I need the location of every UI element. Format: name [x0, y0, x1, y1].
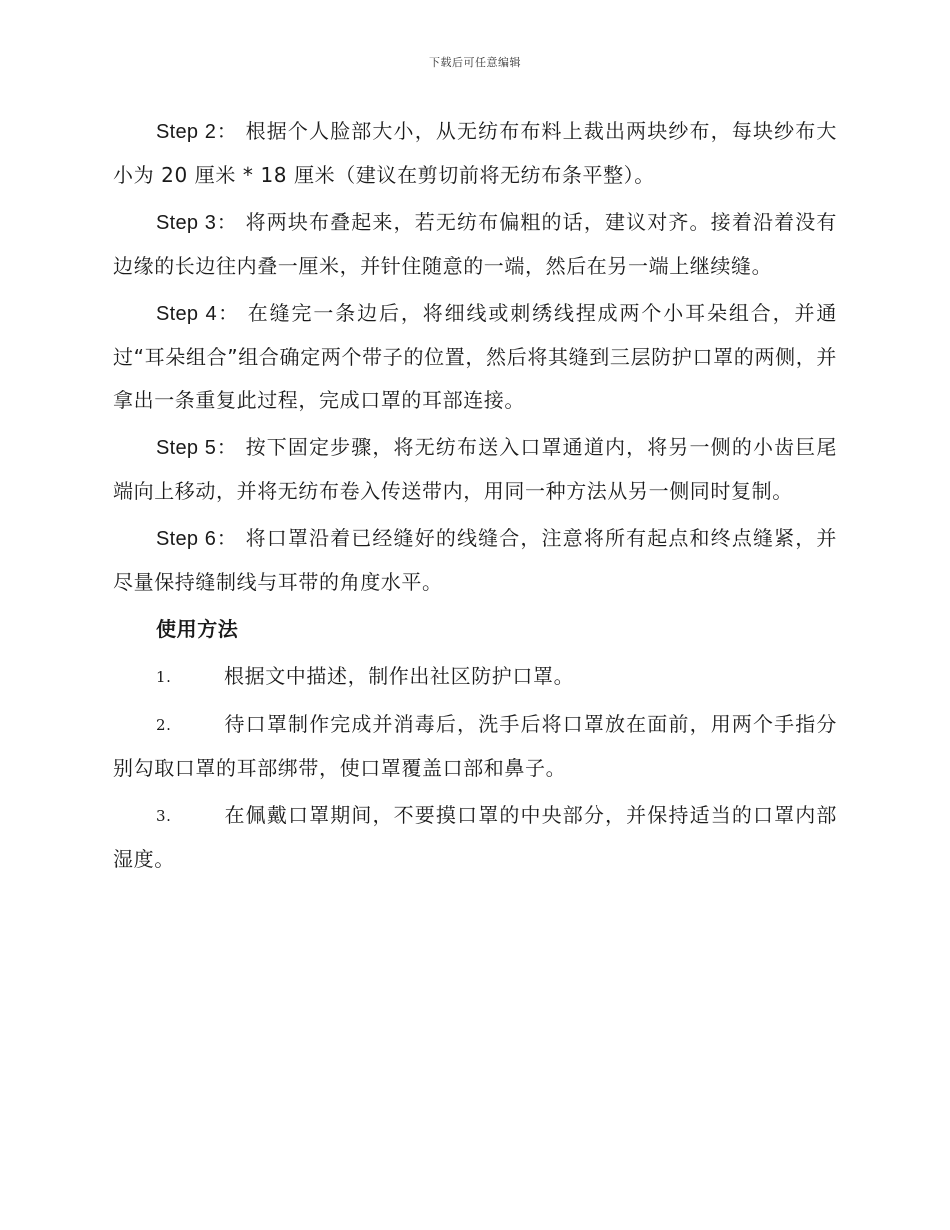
step-6-paragraph: [113, 517, 837, 604]
step-label: Step 5：: [156, 437, 238, 459]
step-label: Step 4：: [156, 303, 240, 325]
page-header: 下载后可任意编辑: [429, 56, 521, 69]
step-text: 按下固定步骤，将无纺布送入口罩通道内，将另一侧的小齿巨尾端向上移动，并将无纺布卷入传送带内，用同一种方法从另一侧同时复制。: [113, 435, 837, 503]
list-item-text: 根据文中描述，制作出社区防护口罩。: [224, 664, 575, 688]
list-number: 1.: [156, 668, 172, 686]
usage-list-item: [113, 794, 837, 881]
step-3-paragraph: [113, 201, 837, 288]
list-number: 2.: [156, 716, 172, 734]
usage-heading: 使用方法: [156, 617, 239, 641]
usage-list-item: [113, 703, 837, 790]
document-body: [113, 110, 837, 885]
list-number: 3.: [156, 807, 172, 825]
step-text: 将口罩沿着已经缝好的线缝合，注意将所有起点和终点缝紧，并尽量保持缝制线与耳带的角度水平。: [113, 526, 837, 594]
step-label: Step 2：: [156, 121, 238, 143]
step-text: 在缝完一条边后，将细线或刺绣线捏成两个小耳朵组合，并通过“耳朵组合”组合确定两个带子的位置，然后将其缝到三层防护口罩的两侧，并拿出一条重复此过程，完成口罩的耳部连接。: [113, 301, 837, 412]
usage-list-item: [113, 655, 837, 699]
step-5-paragraph: [113, 426, 837, 513]
list-item-text: 待口罩制作完成并消毒后，洗手后将口罩放在面前，用两个手指分别勾取口罩的耳部绑带，使口罩覆盖口部和鼻子。: [113, 712, 837, 780]
list-item-text: 在佩戴口罩期间，不要摸口罩的中央部分，并保持适当的口罩内部湿度。: [113, 803, 837, 871]
step-label: Step 6：: [156, 528, 238, 550]
step-text: 根据个人脸部大小，从无纺布布料上裁出两块纱布，每块纱布大小为 20 厘米 * 18 厘米（建议在剪切前将无纺布条平整）。: [113, 119, 837, 187]
step-label: Step 3：: [156, 212, 238, 234]
step-2-paragraph: [113, 110, 837, 197]
step-text: 将两块布叠起来，若无纺布偏粗的话，建议对齐。接着沿着没有边缘的长边往内叠一厘米，并针住随意的一端，然后在另一端上继续缝。: [113, 210, 837, 278]
step-4-paragraph: [113, 292, 837, 422]
